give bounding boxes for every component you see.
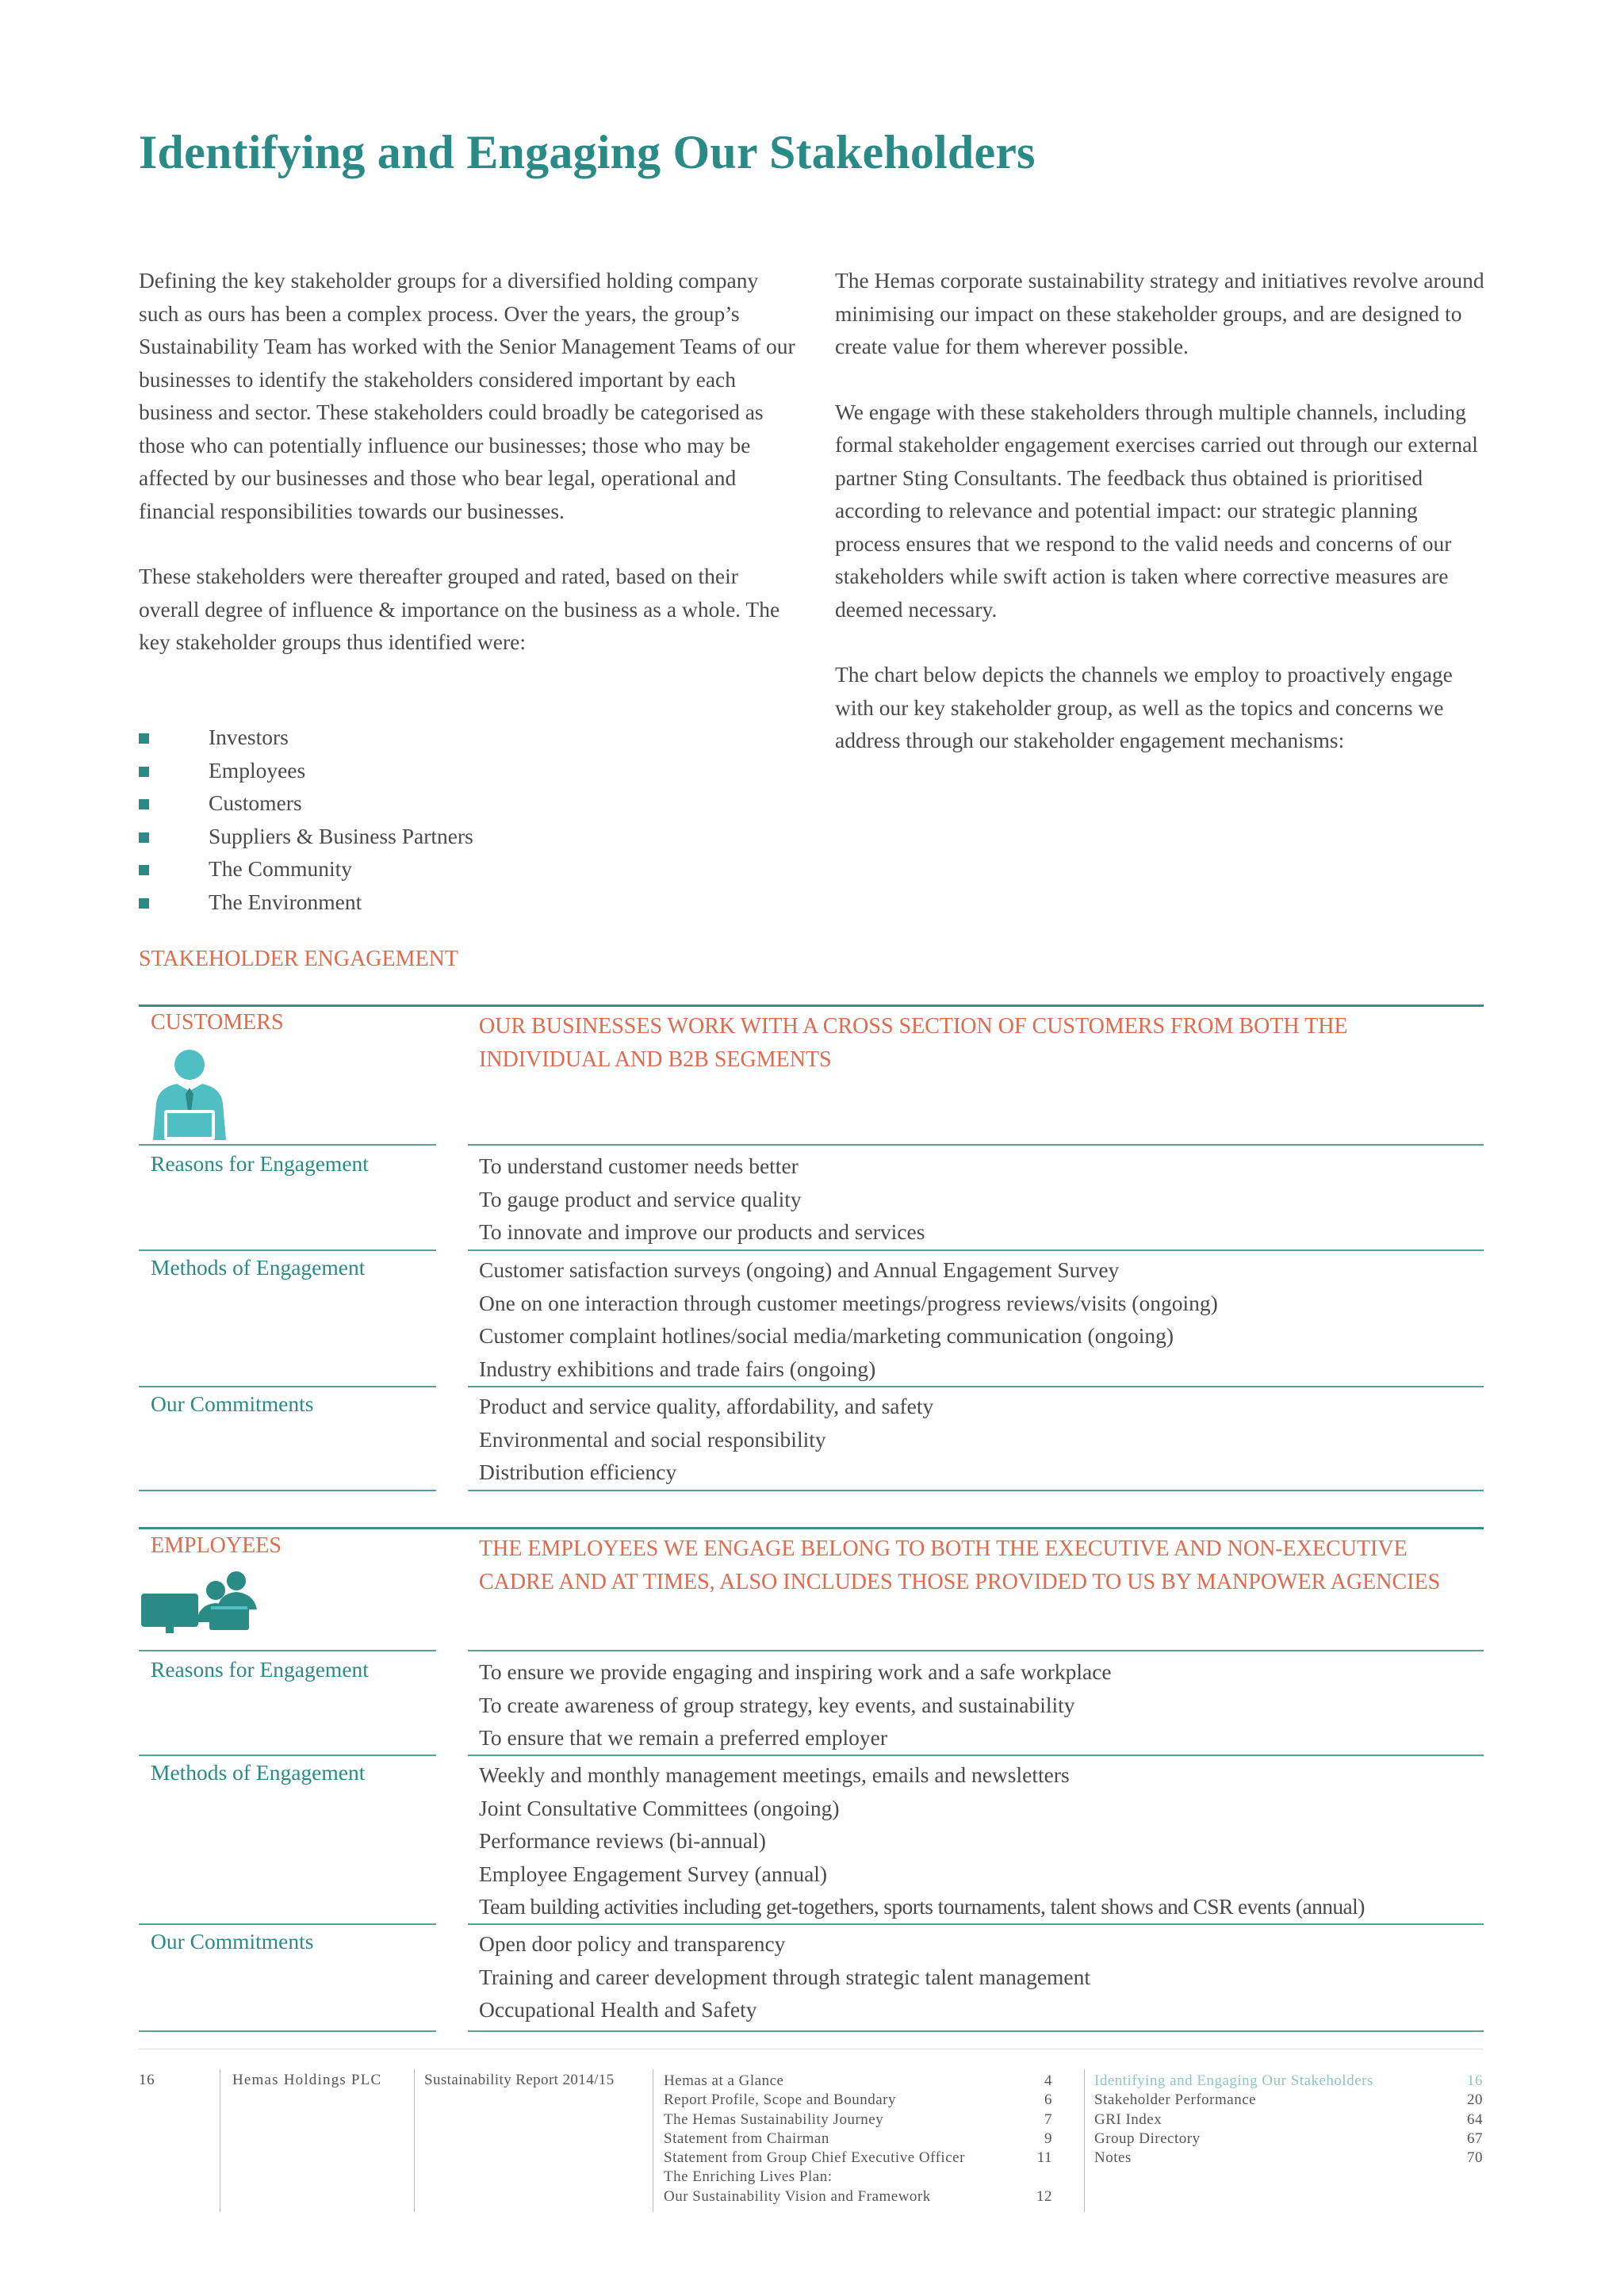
divider	[139, 1650, 436, 1651]
stakeholders-rated-paragraph: These stakeholders were thereafter grouped and rated, based on their overall degree of influence & importance on the business as a whole. The key stakeholder groups thus identified were:	[139, 564, 780, 654]
toc-link[interactable]: GRI Index 64	[1094, 2110, 1483, 2128]
footer-toc-left	[664, 2072, 1052, 2206]
intro-paragraph: Defining the key stakeholder groups for a diversified holding company such as ours has been a complex process. Over the years, the group’s Sustainability Team has worked with the Senior Management Teams of our businesses to identify the stakeholders considered important by each business and sector. These stakeholders could broadly be categorised as those who can potentially influence our businesses; those who may be affected by our businesses and those who bear legal, operational and financial responsibilities towards our businesses.	[139, 268, 795, 523]
list-item: Team building activities including get-togethers, sports tournaments, talent shows and CSR events (annual)	[479, 1894, 1365, 1919]
toc-link[interactable]: Report Profile, Scope and Boundary 6	[664, 2091, 1052, 2109]
list-item: Employee Engagement Survey (annual)	[479, 1861, 828, 1886]
list-item: Environmental and social responsibility	[479, 1426, 826, 1452]
divider	[139, 1249, 436, 1251]
divider	[139, 1004, 1484, 1007]
page-title: Identifying and Engaging Our Stakeholders	[139, 126, 1036, 178]
divider	[414, 2069, 415, 2212]
toc-link-current[interactable]: Identifying and Engaging Our Stakeholders 16	[1094, 2072, 1483, 2089]
toc-link[interactable]: Notes 70	[1094, 2149, 1483, 2167]
list-item: Performance reviews (bi-annual)	[479, 1828, 766, 1853]
list-item: Weekly and monthly management meetings, emails and newsletters	[479, 1762, 1070, 1787]
category-employees: EMPLOYEES	[151, 1533, 282, 1558]
report-name: Sustainability Report 2014/15	[424, 2072, 615, 2088]
divider	[468, 1650, 1484, 1651]
list-item: Joint Consultative Committees (ongoing)	[479, 1795, 840, 1820]
customers-methods-label: Methods of Engagement	[151, 1255, 366, 1280]
divider	[468, 1386, 1484, 1387]
employees-methods-list	[479, 1758, 1365, 1923]
customers-commitments-label: Our Commitments	[151, 1391, 314, 1416]
toc-link[interactable]: Hemas at a Glance 4	[664, 2072, 1052, 2089]
chart-intro-paragraph: The chart below depicts the channels we employ to proactively engage with our key stakeholder group, as well as the topics and concerns we address through our stakeholder engagement mechanisms:	[835, 662, 1453, 752]
divider	[468, 1755, 1484, 1756]
employees-description: THE EMPLOYEES WE ENGAGE BELONG TO BOTH THE EXECUTIVE AND NON-EXECUTIVE CADRE AND AT TIMES, ALSO INCLUDES THOSE PROVIDED TO US BY MANPOWER AGENCIES	[479, 1536, 1441, 1594]
divider	[468, 1144, 1484, 1146]
list-item: To innovate and improve our products and services	[479, 1219, 925, 1244]
square-bullet-icon	[139, 733, 149, 744]
employees-at-computers-icon	[141, 1570, 260, 1633]
divider	[139, 1923, 436, 1925]
list-item: Occupational Health and Safety	[479, 1997, 757, 2022]
list-item: To create awareness of group strategy, key events, and sustainability	[479, 1692, 1075, 1717]
customers-reasons-label: Reasons for Engagement	[151, 1151, 369, 1176]
divider	[1084, 2069, 1085, 2212]
square-bullet-icon	[139, 898, 149, 909]
list-item: Distribution efficiency	[479, 1460, 677, 1484]
list-item: Customer complaint hotlines/social media/marketing communication (ongoing)	[479, 1323, 1174, 1348]
list-item: To ensure we provide engaging and inspiring work and a safe workplace	[479, 1659, 1112, 1684]
list-item: To understand customer needs better	[479, 1154, 799, 1178]
list-item: To gauge product and service quality	[479, 1186, 802, 1211]
list-item: Customer satisfaction surveys (ongoing) and Annual Engagement Survey	[479, 1257, 1120, 1282]
divider	[468, 2030, 1484, 2032]
customer-at-laptop-icon	[145, 1047, 232, 1140]
divider	[139, 2030, 436, 2032]
channels-paragraph: We engage with these stakeholders through multiple channels, including formal stakeholder engagement exercises carried out through our external partner Sting Consultants. The feedback thus obtained is prioritised according to relevance and potential impact: our strategic planning process ensures that we respond to the valid needs and concerns of our stakeholders while swift action is taken where corrective measures are deemed necessary.	[835, 399, 1478, 622]
divider	[139, 1144, 436, 1146]
list-item: Product and service quality, affordability, and safety	[479, 1394, 934, 1418]
employees-reasons-list	[479, 1655, 1112, 1755]
footer-toc-right	[1094, 2072, 1483, 2168]
list-item: To ensure that we remain a preferred employer	[479, 1725, 887, 1750]
toc-link[interactable]: The Enriching Lives Plan:	[664, 2168, 833, 2186]
employees-methods-label: Methods of Engagement	[151, 1760, 366, 1785]
employees-commitments-label: Our Commitments	[151, 1929, 314, 1954]
customers-reasons-list	[479, 1150, 925, 1249]
right-column	[835, 264, 1485, 790]
toc-link[interactable]: Statement from Chairman 9	[664, 2130, 1052, 2147]
employees-reasons-label: Reasons for Engagement	[151, 1657, 369, 1682]
square-bullet-icon	[139, 767, 149, 777]
square-bullet-icon	[139, 865, 149, 875]
divider	[139, 1386, 436, 1387]
divider	[468, 1923, 1484, 1925]
company-name: Hemas Holdings PLC	[232, 2072, 382, 2088]
divider	[139, 1527, 1484, 1529]
section-heading: STAKEHOLDER ENGAGEMENT	[139, 947, 458, 971]
divider	[139, 1755, 436, 1756]
category-customers: CUSTOMERS	[151, 1010, 284, 1035]
square-bullet-icon	[139, 799, 149, 809]
employees-commitments-list	[479, 1927, 1090, 2026]
list-item: One on one interaction through customer meetings/progress reviews/visits (ongoing)	[479, 1290, 1218, 1315]
square-bullet-icon	[139, 832, 149, 843]
divider	[468, 1249, 1484, 1251]
customers-commitments-list	[479, 1390, 933, 1489]
toc-link[interactable]: Statement from Group Chief Executive Officer 11	[664, 2149, 1052, 2167]
divider	[139, 1490, 436, 1491]
toc-link[interactable]: Stakeholder Performance 20	[1094, 2091, 1483, 2109]
customers-methods-list	[479, 1253, 1218, 1385]
left-column	[139, 264, 801, 691]
customers-description: OUR BUSINESSES WORK WITH A CROSS SECTION OF CUSTOMERS FROM BOTH THE INDIVIDUAL AND B2B SEGMENTS	[479, 1014, 1348, 1072]
list-item: Training and career development through strategic talent management	[479, 1964, 1091, 1989]
toc-link[interactable]: The Hemas Sustainability Journey 7	[664, 2110, 1052, 2128]
list-item: Open door policy and transparency	[479, 1931, 786, 1956]
divider	[468, 1490, 1484, 1491]
toc-link[interactable]: Group Directory 67	[1094, 2130, 1483, 2147]
page-number: 16	[139, 2072, 155, 2088]
strategy-paragraph: The Hemas corporate sustainability strategy and initiatives revolve around minimising our impact on these stakeholder groups, and are designed to create value for them wherever possible.	[835, 268, 1484, 358]
list-item: Industry exhibitions and trade fairs (ongoing)	[479, 1356, 876, 1381]
toc-link[interactable]: Our Sustainability Vision and Framework 12	[664, 2187, 1052, 2205]
